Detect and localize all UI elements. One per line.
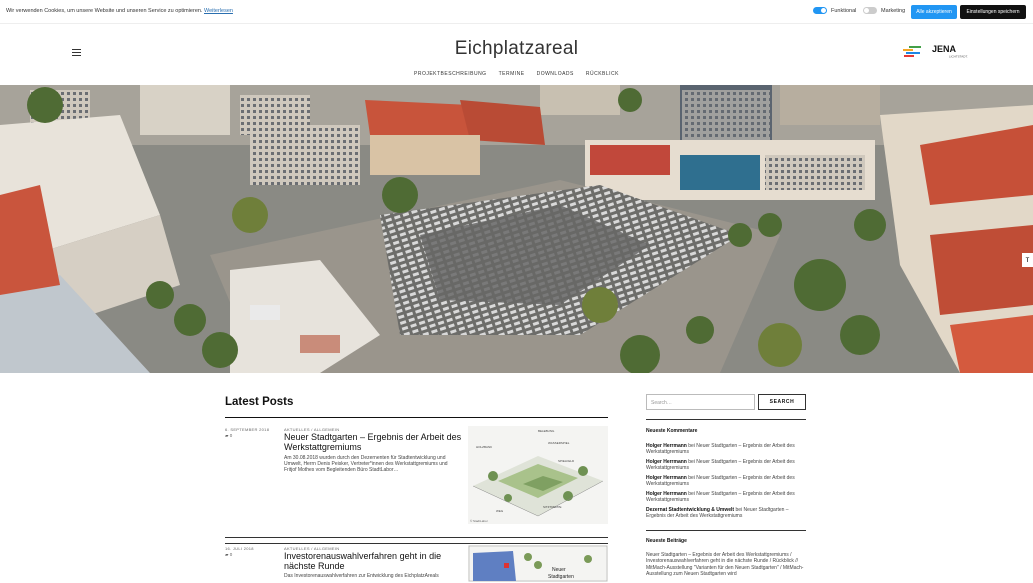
post-date: 16. JULI 2018 (225, 546, 254, 551)
toggle-functional-label: Funktional (831, 7, 857, 14)
post-category[interactable]: AKTUELLES / ALLGEMEIN (284, 546, 340, 551)
cookie-read-more-link[interactable]: Weiterlesen (204, 8, 233, 14)
comment-icon: ▰ (225, 552, 229, 557)
comment-item (646, 491, 806, 504)
thumb-label: Stadtgarten (548, 574, 574, 580)
post-item (225, 543, 608, 583)
font-icon[interactable]: ᴛ (1022, 253, 1033, 267)
nav-item-termine[interactable]: TERMINE (498, 71, 525, 77)
nav-item-downloads[interactable]: DOWNLOADS (536, 71, 574, 77)
post-date: 6. SEPTEMBER 2018 (225, 427, 270, 432)
comment-item (646, 475, 806, 488)
site-title[interactable]: Eichplatzareal (454, 38, 579, 59)
widget-divider (646, 530, 806, 531)
post-title[interactable]: Neuer Stadtgarten – Ergebnis der Arbeit des Werkstattgremiums (284, 432, 462, 452)
marketing-switch[interactable] (863, 7, 877, 14)
comment-text[interactable]: bei Neuer Stadtgarten – Ergebnis der Arbeit des Werkstattgremiums (646, 459, 795, 472)
comment-count: 0 (229, 433, 233, 438)
cookie-bar (0, 0, 1033, 24)
toggle-marketing-label: Marketing (881, 7, 906, 14)
toggle-functional[interactable] (813, 7, 856, 14)
recent-comments-heading: Neueste Kommentare (646, 428, 698, 434)
post-comment-count[interactable] (225, 433, 232, 439)
thumb-credit: © StadtLabor (470, 519, 488, 523)
comment-item (646, 459, 806, 472)
cookie-text (6, 8, 233, 14)
post-comment-count[interactable] (225, 552, 232, 558)
latest-posts-heading: Latest Posts (225, 396, 294, 408)
post-excerpt: Das Investorenauswahlverfahren zur Entwicklung des EichplatzAreals (284, 573, 439, 579)
main-nav (0, 71, 1033, 77)
comment-item (646, 507, 806, 520)
search-input[interactable]: Search… (646, 394, 755, 410)
cookie-message: Wir verwenden Cookies, um unsere Website und unseren Service zu optimieren. (6, 8, 203, 14)
comment-count: 0 (229, 552, 233, 557)
comment-text[interactable]: bei Neuer Stadtgarten – Ergebnis der Arbeit des Werkstattgremiums (646, 443, 795, 456)
jena-logo[interactable] (903, 42, 973, 60)
post-thumbnail[interactable] (468, 426, 608, 524)
nav-item-rueckblick[interactable]: RÜCKBLICK (585, 71, 619, 77)
post-divider-top (225, 543, 608, 544)
hero-image (0, 85, 1033, 373)
search-button[interactable]: SEARCH (758, 394, 806, 410)
comment-author[interactable]: Holger Herrmann (646, 443, 687, 449)
comment-text[interactable]: bei Neuer Stadtgarten – Ergebnis der Arbeit des Werkstattgremiums (646, 475, 795, 488)
hero-aerial-illustration (0, 85, 1033, 373)
logo-text: JENA (932, 44, 957, 54)
post-excerpt: Am 30.08.2018 wurden durch den Dezernenten für Stadtentwicklung und Umwelt, Herrn Denis Peisker, Vertreter*innen des Werkstattgremiums und Fritjof Mothes vom Begleitenden Büro StadtLabor… (284, 455, 448, 473)
comment-text[interactable]: bei Neuer Stadtgarten – Ergebnis der Arbeit des Werkstattgremiums (646, 491, 795, 504)
post-item (225, 424, 608, 534)
thumb-label: SPIELFELD (558, 459, 575, 463)
post-category[interactable]: AKTUELLES / ALLGEMEIN (284, 427, 340, 432)
comment-text[interactable]: bei Neuer Stadtgarten – Ergebnis der Arbeit des Werkstattgremiums (646, 507, 789, 520)
recent-posts-heading: Neueste Beiträge (646, 538, 687, 544)
thumb-label: BELEBUNG (538, 429, 555, 433)
toggle-marketing[interactable] (863, 7, 905, 14)
thumb-label: WASSERSPIEL (548, 441, 570, 445)
post-divider (225, 537, 608, 538)
accept-all-button[interactable]: Alle akzeptieren (911, 5, 957, 19)
thumb-label: WEG (496, 509, 504, 513)
save-settings-button[interactable]: Einstellungen speichern (960, 5, 1026, 19)
comment-author[interactable]: Holger Herrmann (646, 459, 687, 465)
logo-subtext: LICHTSTADT. (949, 54, 968, 59)
thumb-label: Neuer (552, 567, 566, 573)
recent-posts-list[interactable]: Neuer Stadtgarten – Ergebnis der Arbeit des Werkstattgremiums / Investorenauswahlverfahren geht in die nächste Runde / Rückblick // MitMach-Ausstellung "Varianten für den Neuen Stadtgarten" / MitMach-Ausstellung zum Neuen Stadtgarten wird (646, 552, 804, 577)
post-thumbnail[interactable] (468, 545, 608, 582)
functional-switch[interactable] (813, 7, 827, 14)
heading-divider (225, 417, 608, 418)
post-title[interactable]: Investorenauswahlverfahren geht in die nächste Runde (284, 551, 442, 571)
comment-author[interactable]: Holger Herrmann (646, 491, 687, 497)
comment-item (646, 443, 806, 456)
nav-item-projektbeschreibung[interactable]: PROJEKTBESCHREIBUNG (414, 71, 487, 77)
comment-icon: ▰ (225, 433, 229, 438)
widget-divider (646, 419, 806, 420)
comment-author[interactable]: Holger Herrmann (646, 475, 687, 481)
thumb-label: HOLZBANK (476, 445, 493, 449)
comment-author[interactable]: Dezernat Stadtentwicklung & Umwelt (646, 507, 735, 513)
thumb-label: SITZTREPPE (543, 505, 562, 509)
